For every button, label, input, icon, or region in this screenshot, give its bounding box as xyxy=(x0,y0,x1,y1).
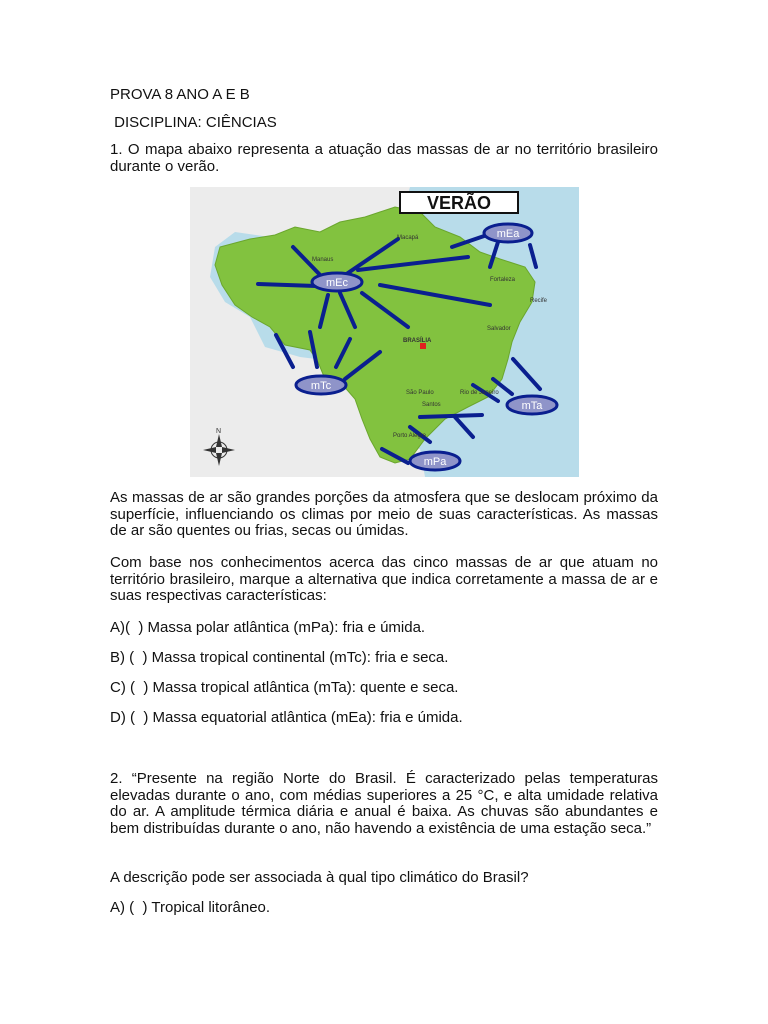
mass-mpa xyxy=(410,452,460,470)
summer-air-masses-map xyxy=(190,187,579,477)
city-santos: Santos xyxy=(422,402,441,408)
question-1-intro: 1. O mapa abaixo representa a atuação das massas de ar no território brasileiro durante o verão. xyxy=(110,141,658,175)
city-brasilia: BRASÍLIA xyxy=(403,338,432,344)
city-rio: Rio de Janeiro xyxy=(460,390,499,396)
compass-north-label: N xyxy=(216,428,222,435)
mass-mtc xyxy=(296,376,346,394)
mass-mta xyxy=(507,396,557,414)
city-macapa: Macapá xyxy=(397,235,419,241)
option-c[interactable]: C) ( ) Massa tropical atlântica (mTa): quente e seca. xyxy=(110,679,459,696)
exam-title: PROVA 8 ANO A E B xyxy=(110,86,250,103)
question-1-paragraph-1: As massas de ar são grandes porções da atmosfera que se deslocam próximo da superfície, influenciando os climas por meio de suas características. As massas de ar são quentes ou frias, secas ou úmidas. xyxy=(110,489,658,539)
option-b[interactable]: B) ( ) Massa tropical continental (mTc): fria e seca. xyxy=(110,649,449,666)
city-salvador: Salvador xyxy=(487,326,511,332)
question-2-prompt: A descrição pode ser associada à qual tipo climático do Brasil? xyxy=(110,869,529,886)
city-porto-alegre: Porto Alegre xyxy=(393,433,427,439)
mass-mea xyxy=(484,224,532,242)
mass-mta-label: mTa xyxy=(521,400,543,412)
option-a[interactable]: A)( ) Massa polar atlântica (mPa): fria e úmida. xyxy=(110,619,426,636)
mass-mec xyxy=(312,273,362,291)
question-2-quote: 2. “Presente na região Norte do Brasil. É caracterizado pelas temperaturas elevadas durante o ano, com médias superiores a 25 °C, e alta umidade relativa do ar. A amplitude térmica diária e anual é baixa. As chuvas são abundantes e bem distribuídas durante o ano, não havendo a existência de uma estação seca.” xyxy=(110,770,658,837)
city-fortaleza: Fortaleza xyxy=(490,277,516,283)
option-d[interactable]: D) ( ) Massa equatorial atlântica (mEa): fria e úmida. xyxy=(110,709,463,726)
city-sao-paulo: São Paulo xyxy=(406,390,434,396)
map-title: VERÃO xyxy=(426,193,492,213)
map-title-box xyxy=(400,192,518,213)
mass-mtc-label: mTc xyxy=(310,380,332,392)
question-2-option-a[interactable]: A) ( ) Tropical litorâneo. xyxy=(110,899,271,916)
city-recife: Recife xyxy=(530,298,548,304)
mass-mpa-label: mPa xyxy=(423,456,447,468)
subject-line: DISCIPLINA: CIÊNCIAS xyxy=(110,114,277,131)
mass-mec-label: mEc xyxy=(326,277,348,289)
question-1-paragraph-2: Com base nos conhecimentos acerca das cinco massas de ar que atuam no território brasileiro, marque a alternativa que indica corretamente a massa de ar e suas respectivas características: xyxy=(110,554,658,604)
city-manaus: Manaus xyxy=(312,257,334,263)
mass-mea-label: mEa xyxy=(496,228,520,240)
